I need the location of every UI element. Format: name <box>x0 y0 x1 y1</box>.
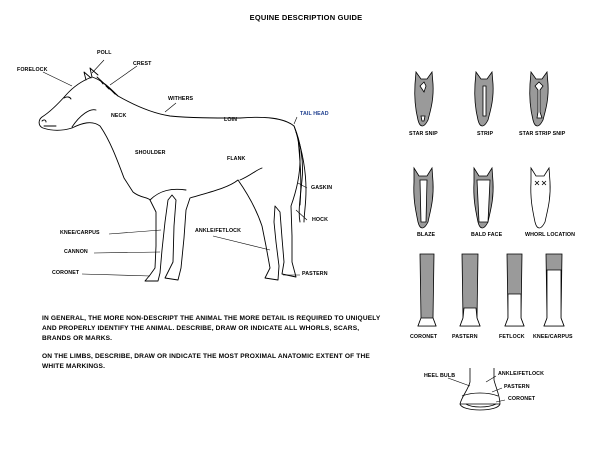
face-markings <box>414 72 550 228</box>
leg-pastern <box>460 254 480 326</box>
face-star-snip <box>415 72 433 126</box>
caption-leg-fetlock: FETLOCK <box>499 334 525 340</box>
face-star-strip-snip <box>530 72 548 126</box>
instruction-paragraph-general: IN GENERAL, THE MORE NON-DESCRIPT THE ANIMAL THE MORE DETAIL IS REQUIRED TO UNIQUELY AND PROPERLY IDENTIFY THE ANIMAL. DESCRIBE, DRAW OR INDICATE ALL WHORLS, SCARS, BRANDS OR MARKS. <box>42 315 381 342</box>
label-crest: CREST <box>133 61 152 67</box>
label-withers: WITHERS <box>168 96 194 102</box>
caption-star-strip-snip: STAR STRIP SNIP <box>519 131 566 137</box>
label-neck: NECK <box>111 113 127 119</box>
face-strip <box>475 72 493 126</box>
caption-leg-coronet: CORONET <box>410 334 438 340</box>
face-blaze <box>414 168 433 228</box>
label-heel-bulb: HEEL BULB <box>424 373 456 379</box>
face-bald-face <box>474 168 493 228</box>
caption-leg-knee-carpus: KNEE/CARPUS <box>533 334 573 340</box>
label-forelock: FORELOCK <box>17 67 48 73</box>
horse-ear <box>90 68 98 77</box>
leg-knee-carpus <box>544 254 564 326</box>
label-coronet: CORONET <box>52 270 80 276</box>
label-hoof-ankle-fetlock: ANKLE/FETLOCK <box>498 371 545 377</box>
leg-coronet <box>418 254 436 326</box>
label-shoulder: SHOULDER <box>135 150 166 156</box>
caption-strip: STRIP <box>477 131 494 137</box>
caption-star-snip: STAR SNIP <box>409 131 438 137</box>
label-poll: POLL <box>97 50 112 56</box>
instruction-paragraph-limbs: ON THE LIMBS, DESCRIBE, DRAW OR INDICATE THE MOST PROXIMAL ANATOMIC EXTENT OF THE WHITE MARKINGS. <box>42 353 370 370</box>
caption-bald-face: BALD FACE <box>471 232 503 238</box>
label-ankle-fetlock: ANKLE/FETLOCK <box>195 228 242 234</box>
label-flank: FLANK <box>227 156 246 162</box>
label-tail-head: TAIL HEAD <box>300 111 329 117</box>
label-hoof-coronet: CORONET <box>508 396 536 402</box>
label-hock: HOCK <box>312 217 328 223</box>
label-pastern: PASTERN <box>302 271 328 277</box>
face-whorl-location <box>531 168 550 228</box>
label-gaskin: GASKIN <box>311 185 333 191</box>
hoof-diagram <box>460 368 500 410</box>
label-cannon: CANNON <box>64 249 88 255</box>
page-title: EQUINE DESCRIPTION GUIDE <box>249 13 363 22</box>
horse-mane <box>97 77 118 96</box>
leg-fetlock <box>505 254 524 326</box>
label-knee-carpus: KNEE/CARPUS <box>60 230 100 236</box>
caption-whorl-location: WHORL LOCATION <box>525 232 576 238</box>
caption-leg-pastern: PASTERN <box>452 334 478 340</box>
caption-blaze: BLAZE <box>417 232 436 238</box>
label-loin: LOIN <box>224 117 238 123</box>
label-hoof-pastern: PASTERN <box>504 384 530 390</box>
leg-markings <box>418 254 564 326</box>
